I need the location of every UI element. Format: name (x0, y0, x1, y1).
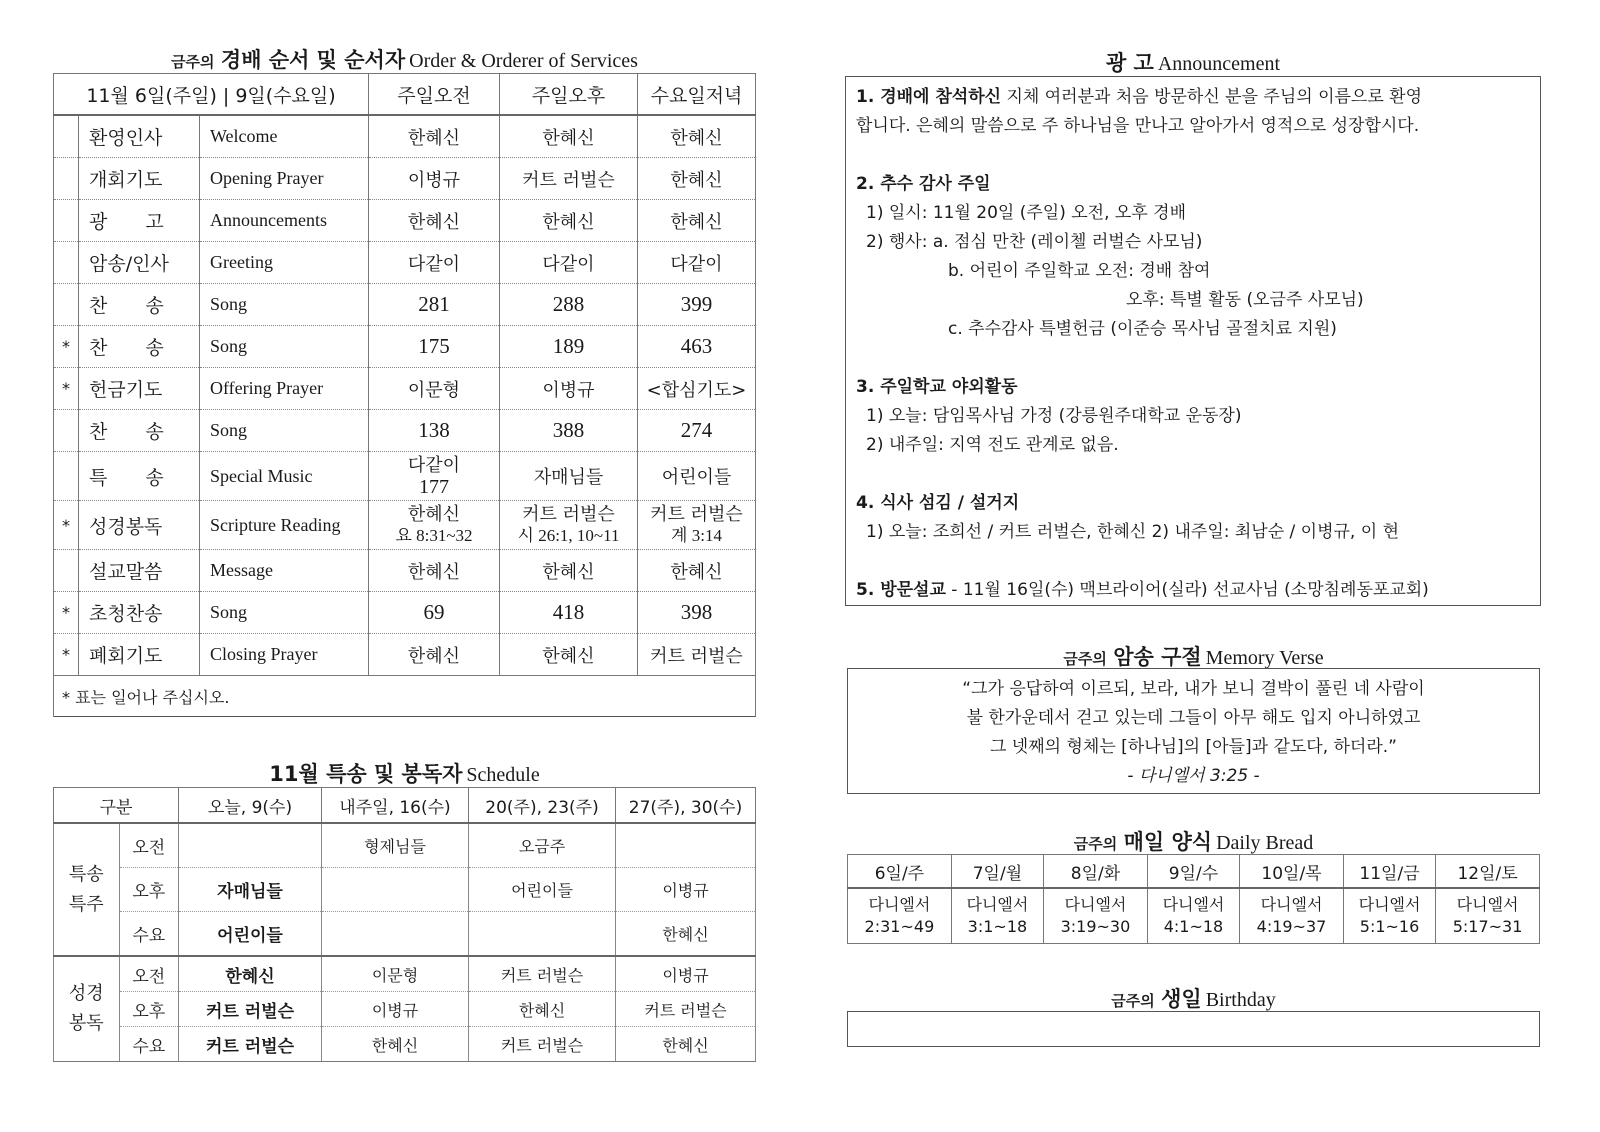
schedule-cell: 자매님들 (179, 868, 322, 912)
order-sun-pm: 한혜신 (500, 115, 638, 158)
schedule-cell: 한혜신 (179, 956, 322, 992)
order-item-ko: 암송/인사 (79, 242, 200, 284)
order-header-date: 11월 6일(주일) | 9일(수요일) (54, 74, 369, 116)
order-row (54, 242, 756, 284)
order-title: 금주의 경배 순서 및 순서자 Order & Orderer of Services (171, 48, 638, 72)
order-table (53, 73, 756, 717)
schedule-cell: 오금주 (469, 823, 616, 868)
order-row (54, 368, 756, 410)
order-row (54, 501, 756, 550)
schedule-cell: 형제님들 (322, 823, 469, 868)
memory-verse-box (847, 668, 1540, 794)
schedule-cell: 한혜신 (616, 1027, 756, 1062)
order-row (54, 410, 756, 452)
schedule-cell (179, 823, 322, 868)
order-sun-am: 175 (369, 326, 500, 368)
order-item-ko: 찬 송 (79, 326, 200, 368)
order-item-ko: 특 송 (79, 452, 200, 501)
schedule-cell: 어린이들 (469, 868, 616, 912)
order-row (54, 200, 756, 242)
memory-verse-title: 금주의 암송 구절 Memory Verse (1063, 645, 1324, 669)
order-wed: 한혜신 (638, 158, 756, 200)
day-header: 11일/금 (1343, 855, 1435, 889)
schedule-row (54, 992, 756, 1027)
stand-marker (54, 452, 79, 501)
order-sun-am: 69 (369, 592, 500, 634)
day-header: 8일/화 (1044, 855, 1148, 889)
schedule-header-row (54, 788, 756, 824)
schedule-row (54, 1027, 756, 1062)
order-sun-pm: 자매님들 (500, 452, 638, 501)
order-item-en: Greeting (200, 242, 369, 284)
order-sun-am: 다같이 (369, 242, 500, 284)
stand-marker (54, 115, 79, 158)
day-header: 9일/수 (1147, 855, 1239, 889)
order-note-row (54, 676, 756, 717)
schedule-cell: 이병규 (322, 992, 469, 1027)
order-item-en: Song (200, 284, 369, 326)
schedule-title: 11월 특송 및 봉독자 Schedule (269, 762, 540, 786)
schedule-header-category: 구분 (54, 788, 179, 824)
day-header: 6일/주 (848, 855, 952, 889)
verse-line: 불 한가운데서 걷고 있는데 그들이 아무 해도 입지 아니하였고 (966, 708, 1421, 728)
order-wed: 커트 러벌슨 계 3:14 (638, 501, 756, 550)
order-header-col3: 수요일저녁 (638, 74, 756, 116)
schedule-subrow-label: 수요 (119, 1027, 178, 1062)
stand-note: * 표는 일어나 주십시오. (54, 676, 756, 717)
stand-marker (54, 200, 79, 242)
order-item-en: Song (200, 410, 369, 452)
schedule-cell (469, 912, 616, 957)
order-item-ko: 광 고 (79, 200, 200, 242)
order-item-ko: 찬 송 (79, 410, 200, 452)
order-item-ko: 초청찬송 (79, 592, 200, 634)
announcement-item-5: 5. 방문설교 - 11월 16일(수) 맥브라이어(실라) 선교사님 (소망침례동포교회) (856, 580, 1429, 600)
order-item-en: Opening Prayer (200, 158, 369, 200)
order-sun-pm: 다같이 (500, 242, 638, 284)
order-item-en: Offering Prayer (200, 368, 369, 410)
stand-marker: * (54, 326, 79, 368)
order-sun-pm: 커트 러벌슨 (500, 158, 638, 200)
verse-line: 그 넷째의 형체는 [하나님]의 [아들]과 같도다, 하더라.” (989, 737, 1397, 757)
order-row (54, 284, 756, 326)
order-sun-am: 한혜신 요 8:31~32 (369, 501, 500, 550)
stand-marker (54, 550, 79, 592)
birthday-box (847, 1011, 1540, 1047)
order-row (54, 158, 756, 200)
order-sun-am: 한혜신 (369, 634, 500, 676)
order-sun-am: 한혜신 (369, 550, 500, 592)
stand-marker: * (54, 368, 79, 410)
order-sun-am: 이병규 (369, 158, 500, 200)
order-sun-am: 다같이 177 (369, 452, 500, 501)
order-sun-am: 이문형 (369, 368, 500, 410)
order-sun-am: 한혜신 (369, 115, 500, 158)
order-row (54, 592, 756, 634)
order-row (54, 452, 756, 501)
announcement-item-2: 2. 추수 감사 주일 1) 일시: 11월 20일 (주일) 오전, 오후 경배 2) 행사: a. 점심 만찬 (레이첼 러벌슨 사모님) b. 어린이 주일학교 오전: 경배 참여 오후: 특별 활동 (오금주 사모님) c. 추수감사 특별헌금 (이준승 목사님 골절치료 지원) (856, 174, 1364, 339)
order-wed: 다같이 (638, 242, 756, 284)
order-wed: 한혜신 (638, 200, 756, 242)
order-wed: 274 (638, 410, 756, 452)
daily-bread-title: 금주의 매일 양식 Daily Bread (1073, 830, 1314, 854)
order-sun-pm: 이병규 (500, 368, 638, 410)
order-item-ko: 환영인사 (79, 115, 200, 158)
schedule-subrow-label: 오전 (119, 823, 178, 868)
schedule-cell: 이병규 (616, 868, 756, 912)
order-item-en: Scripture Reading (200, 501, 369, 550)
stand-marker (54, 242, 79, 284)
schedule-cell: 한혜신 (469, 992, 616, 1027)
announcement-item-4: 4. 식사 섬김 / 설거지 1) 오늘: 조희선 / 커트 러벌슨, 한혜신 2) 내주일: 최남순 / 이병규, 이 현 (856, 493, 1399, 542)
order-item-ko: 설교말씀 (79, 550, 200, 592)
stand-marker (54, 158, 79, 200)
order-header-row (54, 74, 756, 116)
schedule-cell: 이문형 (322, 956, 469, 992)
reading-cell: 다니엘서 3:1~18 (951, 888, 1043, 944)
group-scripture-reading: 성경 봉독 (54, 956, 120, 1062)
schedule-row (54, 823, 756, 868)
day-header: 10일/목 (1240, 855, 1344, 889)
stand-marker (54, 410, 79, 452)
schedule-cell: 한혜신 (616, 912, 756, 957)
stand-marker: * (54, 501, 79, 550)
order-wed: 커트 러벌슨 (638, 634, 756, 676)
schedule-cell: 커트 러벌슨 (179, 992, 322, 1027)
order-sun-pm: 189 (500, 326, 638, 368)
order-item-ko: 폐회기도 (79, 634, 200, 676)
reading-cell: 다니엘서 5:1~16 (1343, 888, 1435, 944)
schedule-cell: 커트 러벌슨 (179, 1027, 322, 1062)
stand-marker (54, 284, 79, 326)
schedule-row (54, 956, 756, 992)
order-item-en: Closing Prayer (200, 634, 369, 676)
reading-cell: 다니엘서 4:1~18 (1147, 888, 1239, 944)
schedule-cell: 이병규 (616, 956, 756, 992)
order-item-en: Special Music (200, 452, 369, 501)
order-header-col2: 주일오후 (500, 74, 638, 116)
schedule-cell: 커트 러벌슨 (469, 1027, 616, 1062)
order-sun-am: 한혜신 (369, 200, 500, 242)
order-row (54, 550, 756, 592)
schedule-cell (616, 823, 756, 868)
schedule-subrow-label: 오전 (119, 956, 178, 992)
stand-marker: * (54, 634, 79, 676)
order-sun-pm: 커트 러벌슨 시 26:1, 10~11 (500, 501, 638, 550)
order-item-en: Message (200, 550, 369, 592)
reading-cell: 다니엘서 4:19~37 (1240, 888, 1344, 944)
schedule-header-col: 27(주), 30(수) (616, 788, 756, 824)
schedule-cell: 한혜신 (322, 1027, 469, 1062)
order-sun-pm: 한혜신 (500, 634, 638, 676)
daily-bread-table (847, 854, 1540, 944)
order-item-en: Song (200, 592, 369, 634)
schedule-row (54, 912, 756, 957)
order-item-ko: 찬 송 (79, 284, 200, 326)
verse-reference: - 다니엘서 3:25 - (1127, 766, 1260, 786)
reading-cell: 다니엘서 5:17~31 (1436, 888, 1540, 944)
reading-cell: 다니엘서 3:19~30 (1044, 888, 1148, 944)
schedule-header-col: 20(주), 23(주) (469, 788, 616, 824)
schedule-subrow-label: 오후 (119, 868, 178, 912)
daily-bread-header-row (848, 855, 1540, 889)
order-item-en: Welcome (200, 115, 369, 158)
order-sun-am: 138 (369, 410, 500, 452)
group-special-music: 특송 특주 (54, 823, 120, 956)
announcement-item-1: 1. 경배에 참석하신 지체 여러분과 처음 방문하신 분을 주님의 이름으로 환영 합니다. 은혜의 말씀으로 주 하나님을 만나고 알아가서 영적으로 성장합시다. (856, 87, 1423, 136)
schedule-cell: 어린이들 (179, 912, 322, 957)
schedule-row (54, 868, 756, 912)
order-header-col1: 주일오전 (369, 74, 500, 116)
order-item-ko: 헌금기도 (79, 368, 200, 410)
schedule-header-col: 오늘, 9(수) (179, 788, 322, 824)
schedule-cell: 커트 러벌슨 (469, 956, 616, 992)
stand-marker: * (54, 592, 79, 634)
order-item-en: Song (200, 326, 369, 368)
schedule-table (53, 787, 756, 1062)
schedule-subrow-label: 수요 (119, 912, 178, 957)
order-row (54, 326, 756, 368)
order-row (54, 634, 756, 676)
order-wed: 한혜신 (638, 115, 756, 158)
schedule-header-col: 내주일, 16(수) (322, 788, 469, 824)
schedule-cell (322, 868, 469, 912)
order-wed: <합심기도> (638, 368, 756, 410)
reading-cell: 다니엘서 2:31~49 (848, 888, 952, 944)
schedule-cell (322, 912, 469, 957)
order-item-ko: 성경봉독 (79, 501, 200, 550)
order-sun-pm: 418 (500, 592, 638, 634)
order-row (54, 115, 756, 158)
order-sun-pm: 388 (500, 410, 638, 452)
order-sun-pm: 한혜신 (500, 550, 638, 592)
schedule-subrow-label: 오후 (119, 992, 178, 1027)
order-item-en: Announcements (200, 200, 369, 242)
daily-bread-reading-row (848, 888, 1540, 944)
verse-line: “그가 응답하여 이르되, 보라, 내가 보니 결박이 풀린 네 사람이 (962, 679, 1425, 699)
announcement-box (845, 76, 1541, 606)
order-wed: 463 (638, 326, 756, 368)
order-item-ko: 개회기도 (79, 158, 200, 200)
order-wed: 한혜신 (638, 550, 756, 592)
schedule-cell: 커트 러벌슨 (616, 992, 756, 1027)
announcement-item-3: 3. 주일학교 야외활동 1) 오늘: 담임목사님 가정 (강릉원주대학교 운동장) 2) 내주일: 지역 전도 관계로 없음. (856, 377, 1242, 455)
order-wed: 어린이들 (638, 452, 756, 501)
order-sun-am: 281 (369, 284, 500, 326)
order-sun-pm: 288 (500, 284, 638, 326)
day-header: 7일/월 (951, 855, 1043, 889)
day-header: 12일/토 (1436, 855, 1540, 889)
order-sun-pm: 한혜신 (500, 200, 638, 242)
birthday-title: 금주의 생일 Birthday (1111, 987, 1276, 1011)
order-wed: 398 (638, 592, 756, 634)
announcement-title: 광 고 Announcement (1105, 51, 1281, 75)
order-wed: 399 (638, 284, 756, 326)
